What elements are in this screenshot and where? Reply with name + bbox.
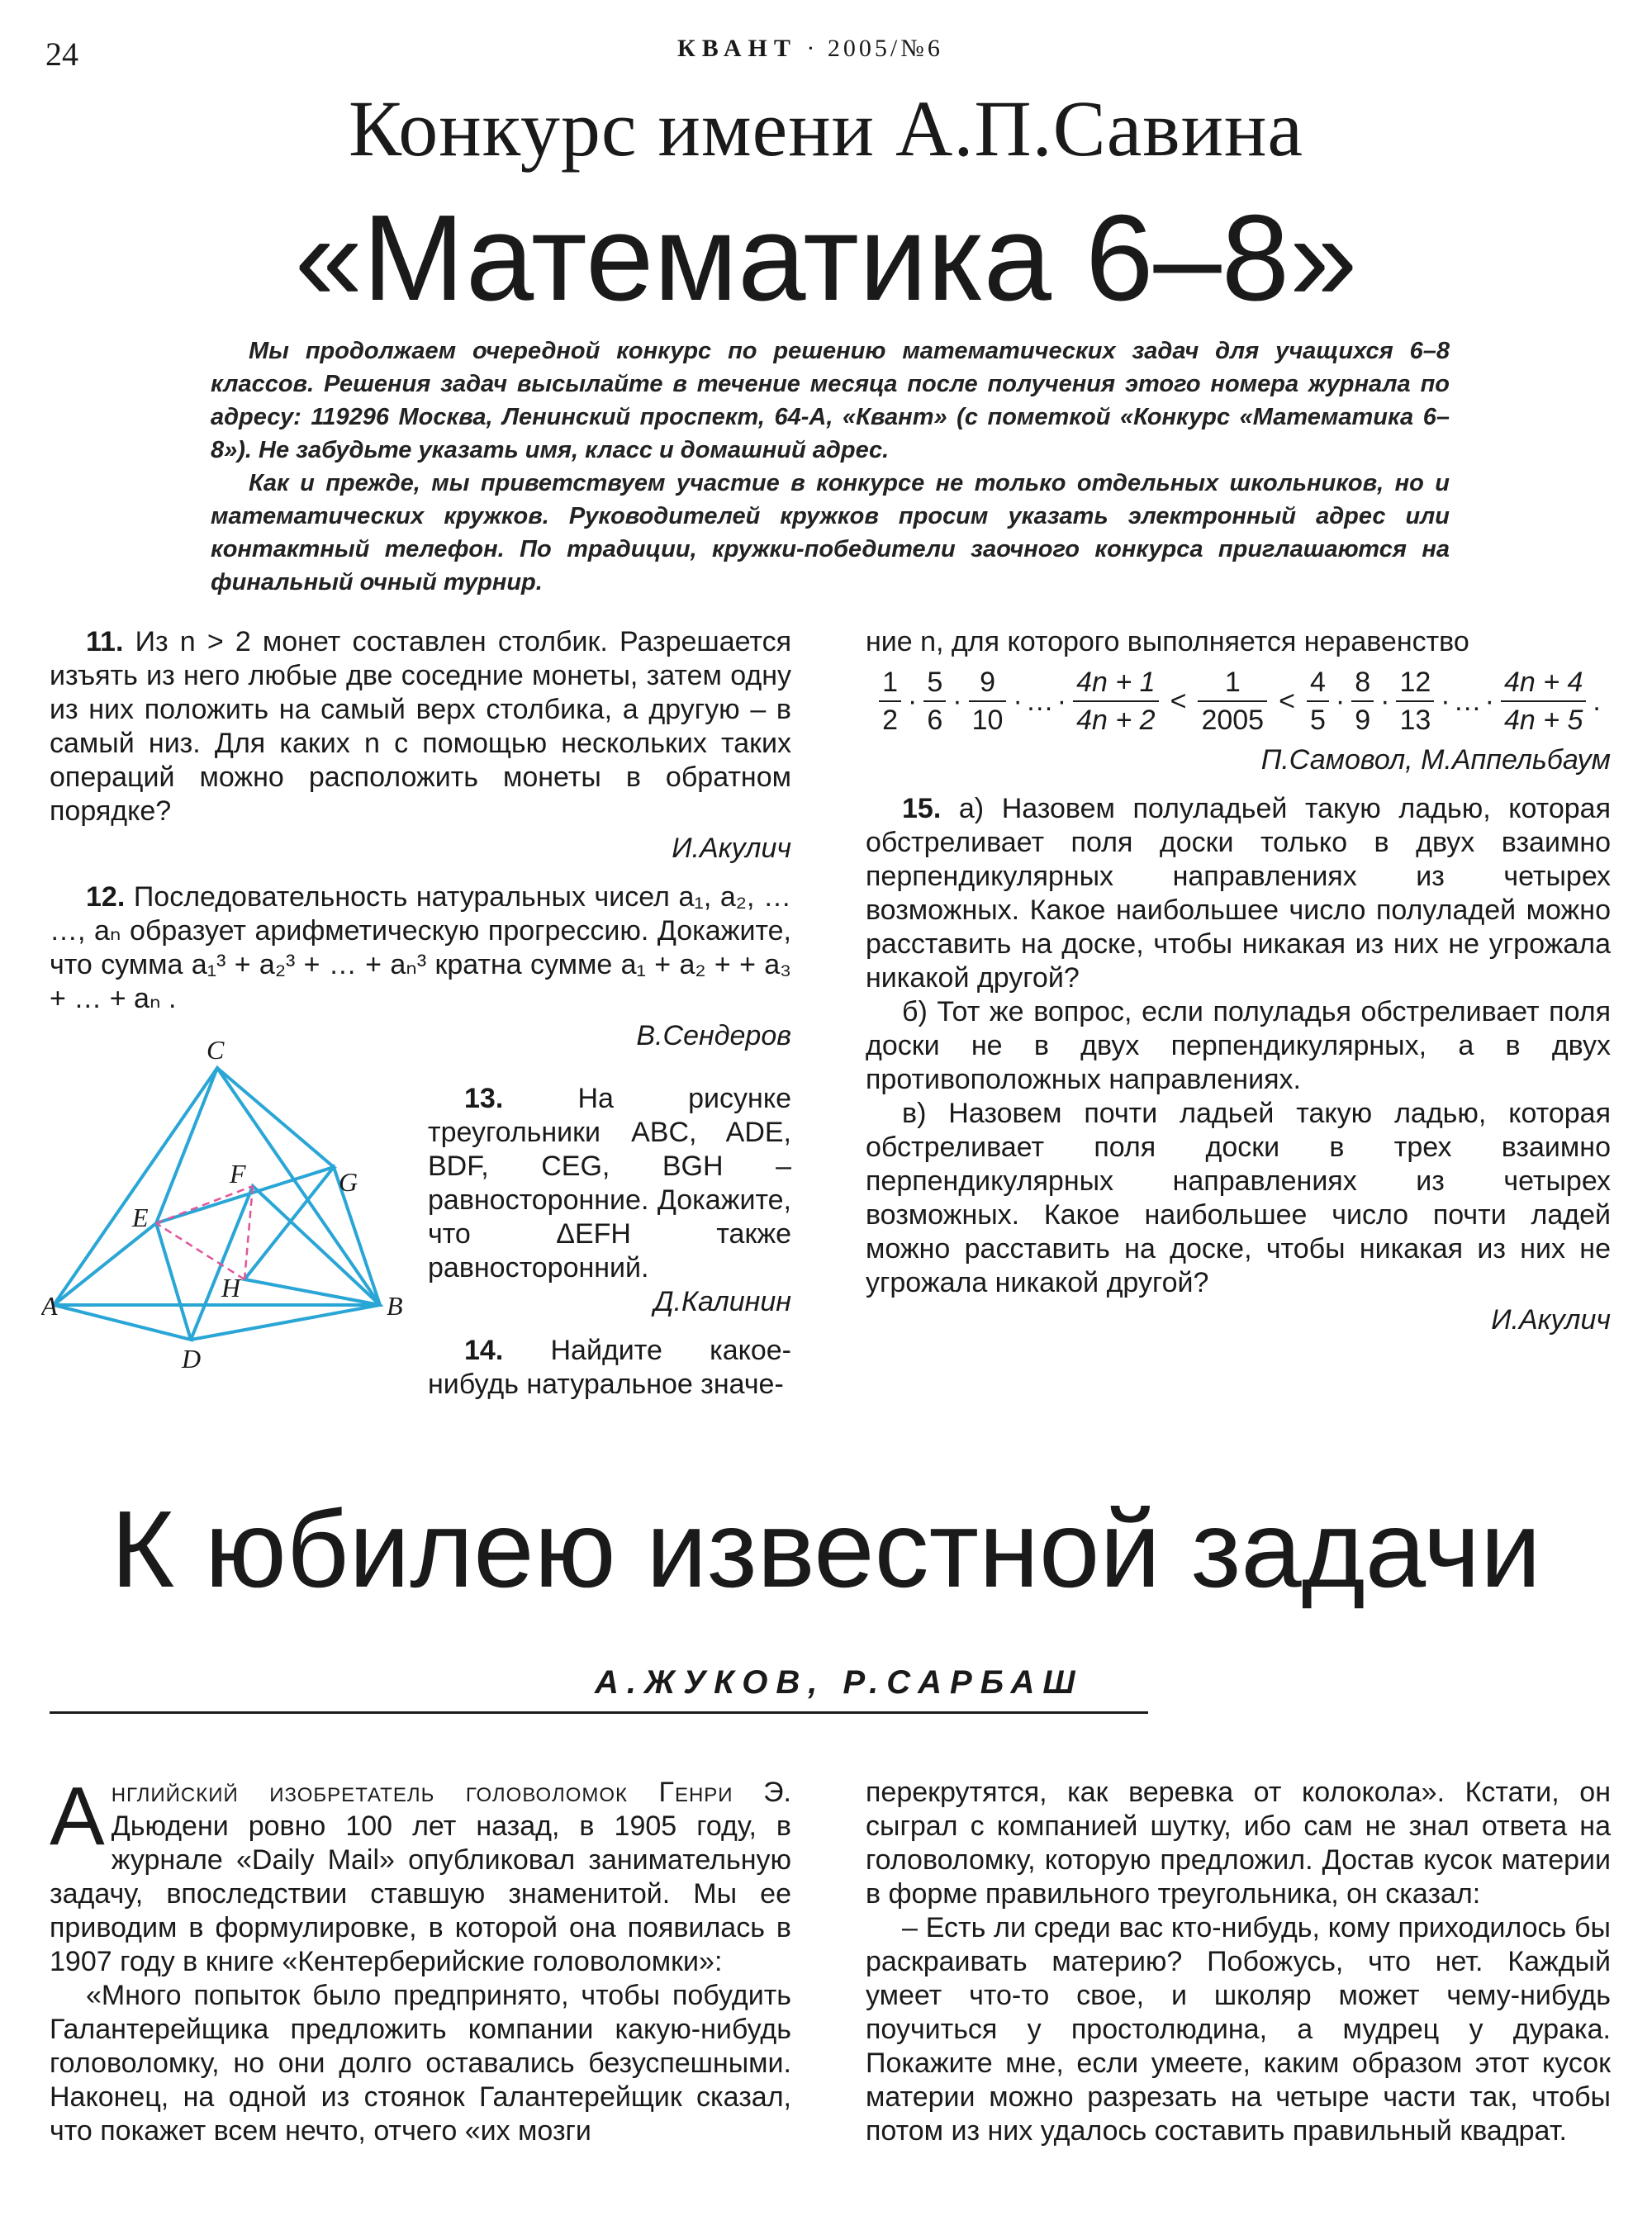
problem-14-author: П.Самовол, М.Аппельбаум (1260, 744, 1611, 776)
frac-8: $\frac{12}{13}$ (1396, 664, 1434, 738)
label-h: H (221, 1273, 241, 1303)
contest-intro (211, 335, 1450, 599)
problem-15c: в) Назовем почти ладьей такую ладью, которая обстреливает поля доски в трех взаимно перпендикулярных направлениях из четырех возможных. Какое наибольшее число почти ладей можно расставить на доске, чтобы никакая из них не угрожала никакой другой? (866, 1098, 1611, 1298)
frac-5: $\frac{1}{2005}$ (1198, 664, 1267, 738)
problem-15a-text: а) Назовем полуладьей такую ладью, которая обстреливает поля доски только в двух взаимно перпендикулярных направлениях из четырех возможных. Какое наибольшее число полуладей можно расставить на доске, чтобы никакая из них не угрожала никакой другой? (866, 793, 1611, 994)
problem-13-text: На рисунке треугольники ABC, ADE, BDF, CEG, BGH – равносторонние. Докажите, что ΔEFH также равносторонний. (428, 1083, 791, 1284)
frac-1: $\frac{1}{2}$ (879, 664, 901, 738)
problem-11-author: И.Акулич (672, 833, 791, 864)
problem-14-start (428, 1334, 791, 1402)
article-right-column (866, 1776, 1611, 2148)
article-paragraph-2: «Много попыток было предпринято, чтобы побудить Галантерейщика предложить компании какую-нибудь головоломку, но они долго оставались безуспешными. Наконец, на одной из стоянок Галантерейщик сказал, что покажет всем нечто, отчего «их мозги (50, 1980, 791, 2147)
magazine-name: КВАНТ (677, 35, 797, 62)
intro-paragraph-2: Как и прежде, мы приветствуем участие в конкурсе не только отдельных школьников, но и математических кружков. Руководителей кружков просим указать электронный адрес или контактный телефон. По традиции, кружки-победители заочного конкурса приглашаются на финальный очный турнир. (211, 470, 1450, 596)
problem-15a (866, 792, 1611, 995)
problems-left-column (50, 625, 791, 1053)
problem-11 (50, 625, 791, 828)
triangle-abc (54, 1068, 380, 1305)
running-head (677, 35, 943, 63)
problem-12-author: В.Сендеров (636, 1020, 791, 1051)
label-e: E (132, 1203, 149, 1232)
article-title: К юбилею известной задачи (111, 1488, 1541, 1610)
label-a: A (41, 1291, 58, 1321)
figure-lines (54, 1068, 380, 1340)
problem-14-number: 14. (464, 1335, 504, 1366)
problem-12 (50, 880, 791, 1016)
problem-14-cont: ние n, для которого выполняется неравенство (866, 626, 1469, 657)
problem-15-author: И.Акулич (1491, 1304, 1611, 1336)
article-left-column (50, 1770, 791, 2148)
article-paragraph-4: – Есть ли среди вас кто-нибудь, кому приходилось бы раскраивать материю? Побожусь, что нет. Каждый умеет что-то свое, и школяр может чему-нибудь поучиться у простолюдина, а мудрец у дурака. Покажите мне, если умеете, каким образом этот кусок материи можно разрезать на четыре части так, чтобы потом из них удалось составить правильный квадрат. (866, 1912, 1611, 2147)
contest-subtitle: «Математика 6–8» (294, 190, 1358, 326)
drop-cap: А (50, 1770, 105, 1862)
problem-14-inequality: $\frac{1}{2}$ · $\frac{5}{6}$ · $\frac{9}{10}$ · … · $\frac{4n + 1}{4n + 2}$ < $\frac{1}{2005}$ < $\frac{4}{5}$ · $\frac{8}{9}$ · $\frac{12}{13}$ · … · $\frac{4n + 4}{4n + 5}$ . (866, 664, 1611, 738)
problem-12-text: Последовательность натуральных чисел a₁, a₂, … …, aₙ образует арифметическую прогрессию. Докажите, что сумма a₁³ + a₂³ + … + aₙ³ кратна сумме a₁ + a₂ + + a₃ + … + aₙ . (50, 881, 792, 1014)
label-f: F (230, 1159, 246, 1189)
problem-13-author: Д.Калинин (653, 1286, 791, 1317)
label-g: G (339, 1167, 358, 1197)
problem-14-text-left: Найдите какое-нибудь натуральное значе- (428, 1335, 792, 1400)
frac-3: $\frac{9}{10}$ (969, 664, 1007, 738)
problem-15-number: 15. (902, 793, 942, 824)
figure-dashed-efh (156, 1186, 253, 1279)
frac-6: $\frac{4}{5}$ (1307, 664, 1329, 738)
problem-15b: б) Тот же вопрос, если полуладья обстреливает поля доски не в двух перпендикулярных, а в двух противоположных направлениях. (866, 996, 1611, 1095)
problem-13 (428, 1082, 791, 1285)
problem-13-number: 13. (464, 1083, 504, 1114)
problem-11-text: Из n > 2 монет составлен столбик. Разрешается изъять из него любые две соседние монеты, затем одну из них положить на самый верх столбика, а другую – в самый низ. Для каких n с помощью нескольких таких операций можно расположить монеты в обратном порядке? (50, 626, 792, 827)
article-paragraph-1 (50, 1770, 791, 1979)
label-d: D (182, 1344, 202, 1371)
intro-paragraph-1: Мы продолжаем очередной конкурс по решению математических задач для учащихся 6–8 классов. Решения задач высылайте в течение месяца после получения этого номера журнала по адресу: 119296 Москва, Ленинский проспект, 64-А, «Квант» (с пометкой «Конкурс «Математика 6–8»). Не забудьте указать имя, класс и домашний адрес. (211, 338, 1450, 463)
article-paragraph-1-rest: Э. Дьюдени ровно 100 лет назад, в 1905 году, в журнале «Daily Mail» опубликовал занимательную задачу, впоследствии ставшую знаменитой. Мы ее приводим в формулировке, в которой она появилась в 1907 году в книге «Кентерберийские головоломки»: (50, 1777, 791, 1977)
problem-11-number: 11. (86, 626, 124, 657)
frac-9: $\frac{4n + 4}{4n + 5}$ (1501, 664, 1586, 738)
page-number: 24 (45, 36, 78, 73)
article-authors: А.ЖУКОВ, Р.САРБАШ (595, 1664, 1084, 1701)
triangle-figure (41, 1041, 413, 1371)
problems-13-14 (428, 1082, 791, 1402)
contest-title: Конкурс имени А.П.Савина (349, 84, 1303, 173)
label-b: B (387, 1291, 403, 1321)
article-lead: нглийский изобретатель головоломок Генри (111, 1777, 733, 1808)
label-c: C (206, 1041, 225, 1065)
article-paragraph-3: перекрутятся, как веревка от колокола». Кстати, он сыграл с компанией шутку, ибо сам не знал ответа на головоломку, которую предложил. Достав кусок материи в форме правильного треугольника, он сказал: (866, 1777, 1611, 1910)
frac-2: $\frac{5}{6}$ (923, 664, 946, 738)
issue-number: · 2005/№6 (806, 35, 943, 62)
triangle-ade (54, 1223, 191, 1340)
frac-4: $\frac{4n + 1}{4n + 2}$ (1073, 664, 1158, 738)
title-rule (50, 1711, 1148, 1714)
frac-7: $\frac{8}{9}$ (1351, 664, 1374, 738)
problem-12-number: 12. (86, 881, 126, 913)
problems-right-column (866, 625, 1611, 1337)
